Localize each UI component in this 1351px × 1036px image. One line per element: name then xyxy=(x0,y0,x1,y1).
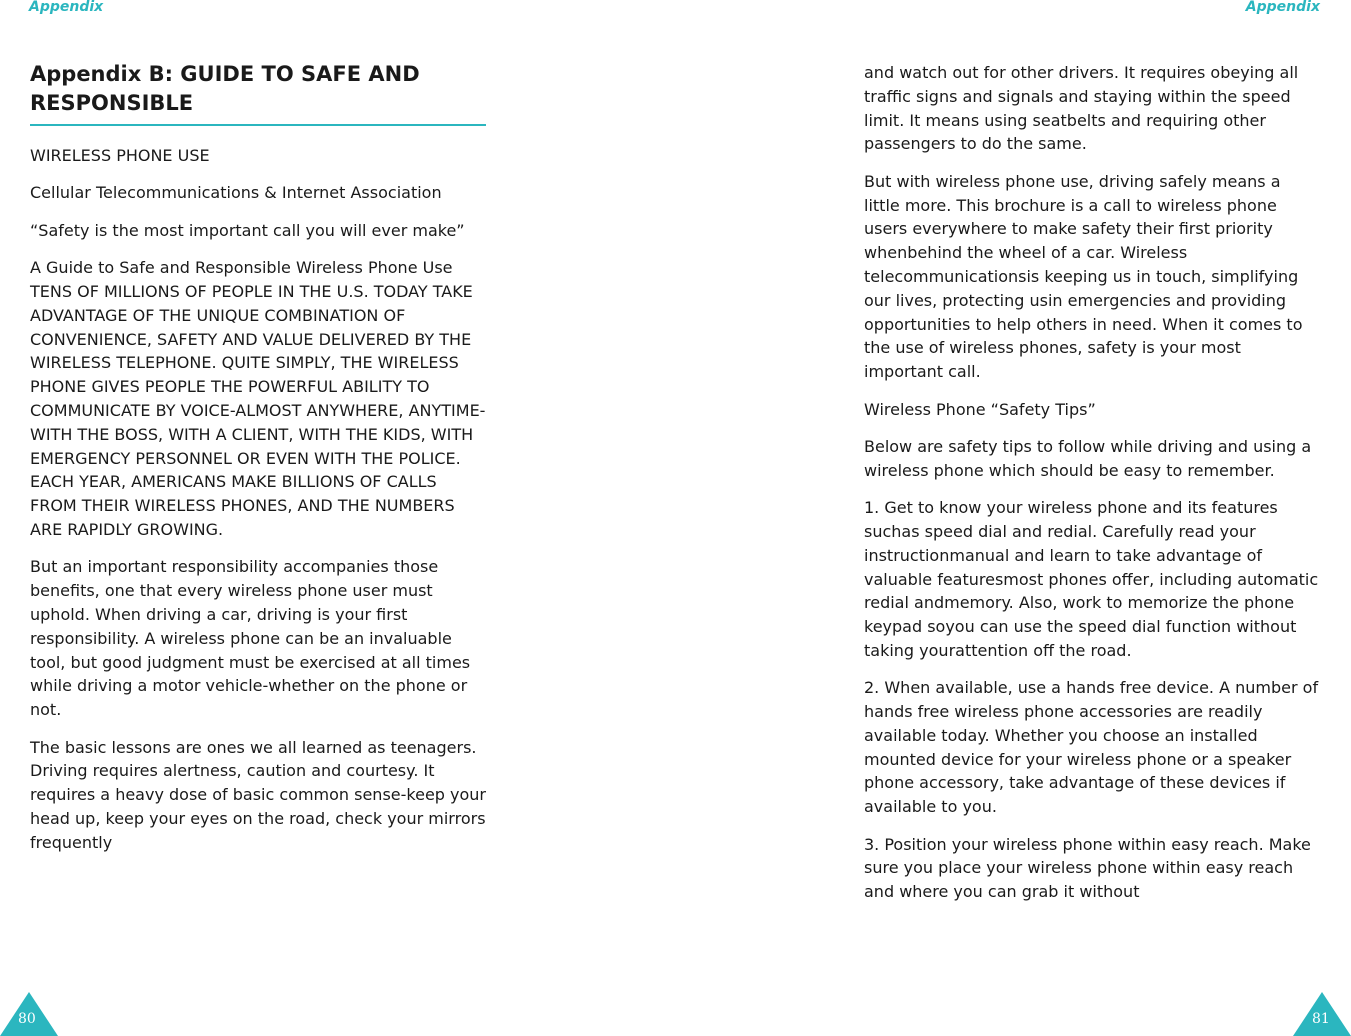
paragraph: 3. Position your wireless phone within easy reach. Make sure you place your wireless phone within easy reach and where you can grab it without xyxy=(864,834,1311,902)
running-header-left: Appendix xyxy=(29,0,104,15)
paragraph: But an important responsibility accompanies those benefits, one that every wireless phone user must uphold. When driving a car, driving is your first responsibility. A wireless phone can be an invaluable tool, but good judgment must be exercised at all times while driving a motor vehicle-whether on the phone or not. xyxy=(30,557,471,720)
paragraph: 2. When available, use a hands free device. A number of hands free wireless phone accessories are readily available today. Whether you choose an installed mounted device for your wireless phone or a speaker phone accessory, take advantage of these devices if available to you. xyxy=(864,678,1319,817)
paragraph: The basic lessons are ones we all learned as teenagers. Driving requires alertness, caution and courtesy. It requires a heavy dose of basic common sense-keep your head up, keep your eyes on the road, check your mirrors frequently xyxy=(30,737,486,852)
right-page-column xyxy=(864,61,1320,918)
page-number-right: 81 xyxy=(1312,1011,1330,1027)
paragraph: Below are safety tips to follow while driving and using a wireless phone which should be easy to remember. xyxy=(864,436,1312,480)
page-number-tab-right xyxy=(1293,992,1351,1036)
page-number-tab-left xyxy=(0,992,58,1036)
paragraph: “Safety is the most important call you will ever make” xyxy=(30,220,465,240)
paragraph: and watch out for other drivers. It requires obeying all traffic signs and signals and staying within the speed limit. It means using seatbelts and requiring other passengers to do the same. xyxy=(864,63,1299,154)
left-page-column xyxy=(30,144,486,868)
paragraph: WIRELESS PHONE USE xyxy=(30,146,210,165)
page-number-left: 80 xyxy=(18,1011,36,1027)
paragraph: A Guide to Safe and Responsible Wireless Phone Use TENS OF MILLIONS OF PEOPLE IN THE U.S. TODAY TAKE ADVANTAGE OF THE UNIQUE COMBINATION OF CONVENIENCE, SAFETY AND VALUE DELIVERED BY THE WIRELESS TELEPHONE. QUITE SIMPLY, THE WIRELESS PHONE GIVES PEOPLE THE POWERFUL ABILITY TO COMMUNICATE BY VOICE-ALMOST ANYWHERE, ANYTIME-WITH THE BOSS, WITH A CLIENT, WITH THE KIDS, WITH EMERGENCY PERSONNEL OR EVEN WITH THE POLICE. EACH YEAR, AMERICANS MAKE BILLIONS OF CALLS FROM THEIR WIRELESS PHONES, AND THE NUMBERS ARE RAPIDLY GROWING. xyxy=(30,258,486,539)
paragraph: 1. Get to know your wireless phone and its features suchas speed dial and redial. Carefully read your instructionmanual and learn to take advantage of valuable featuresmost phones offer, including automatic redial andmemory. Also, work to memorize the phone keypad soyou can use the speed dial function without taking yourattention off the road. xyxy=(864,498,1319,660)
paragraph: Wireless Phone “Safety Tips” xyxy=(864,399,1096,419)
running-header-right: Appendix xyxy=(1245,0,1320,15)
paragraph: Cellular Telecommunications & Internet Association xyxy=(30,183,442,203)
page-title: Appendix B: GUIDE TO SAFE AND RESPONSIBLE xyxy=(30,60,486,126)
paragraph: But with wireless phone use, driving safely means a little more. This brochure is a call to wireless phone users everywhere to make safety their first priority whenbehind the wheel of a car. Wireless telecommunicationsis keeping us in touch, simplifying our lives, protecting usin emergencies and providing opportunities to help others in need. When it comes to the use of wireless phones, safety is your most important call. xyxy=(864,171,1303,382)
